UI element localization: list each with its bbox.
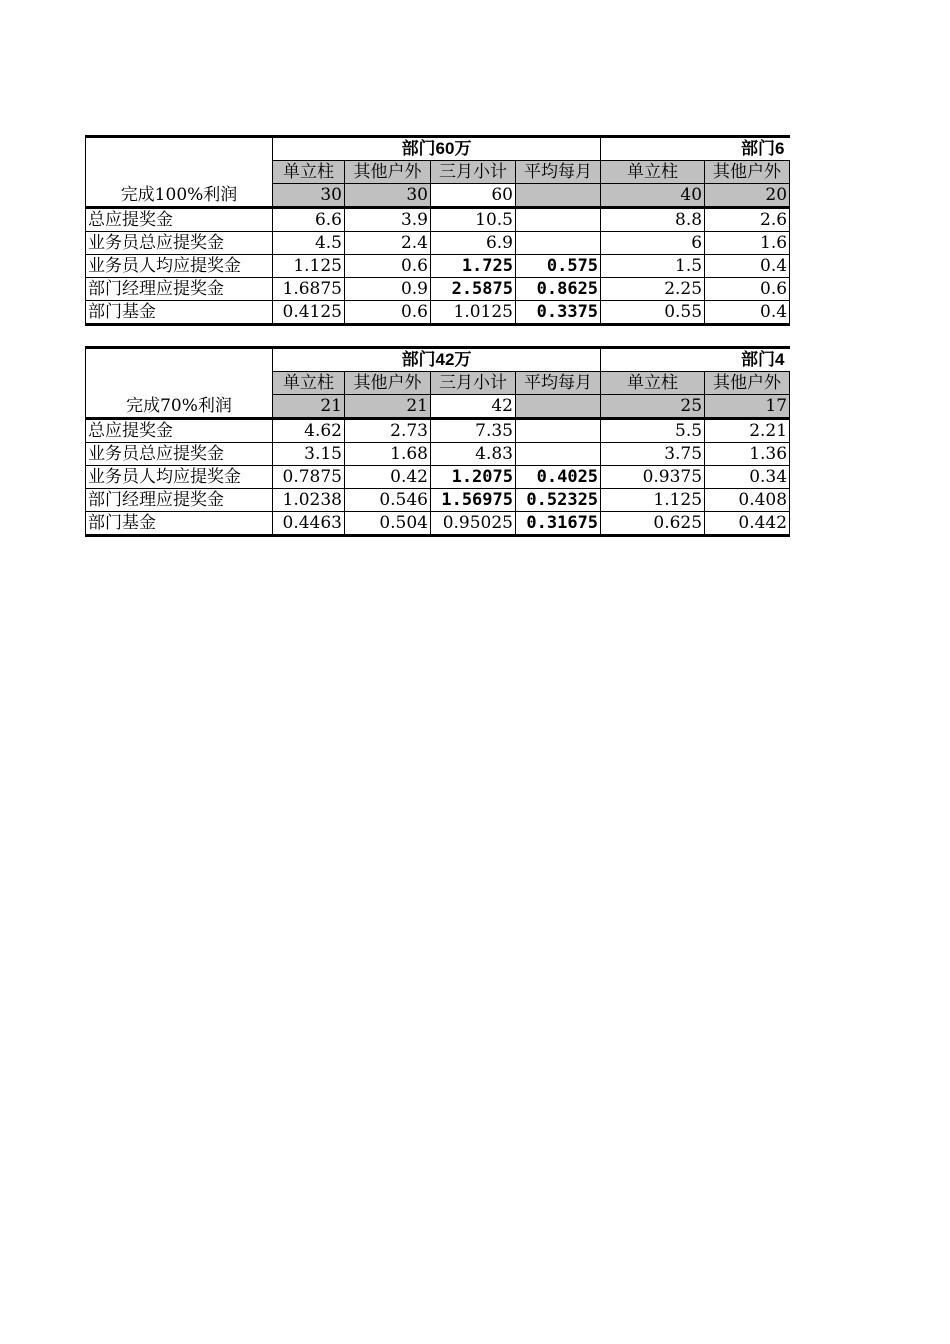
base-cell[interactable]: 20 xyxy=(705,184,790,208)
data-cell[interactable]: 2.4 xyxy=(345,232,431,255)
data-cell[interactable]: 0.504 xyxy=(345,512,431,536)
data-cell[interactable]: 0.9375 xyxy=(601,466,705,489)
data-cell[interactable]: 0.42 xyxy=(345,466,431,489)
base-cell[interactable]: 40 xyxy=(601,184,705,208)
row-header-cell[interactable] xyxy=(86,348,273,419)
data-cell[interactable] xyxy=(516,232,601,255)
column-header[interactable]: 其他户外 xyxy=(705,372,790,395)
data-cell[interactable]: 0.6 xyxy=(345,301,431,325)
data-cell[interactable]: 0.4125 xyxy=(273,301,345,325)
data-cell[interactable]: 2.73 xyxy=(345,419,431,443)
column-header[interactable]: 单立柱 xyxy=(601,161,705,184)
base-cell[interactable]: 30 xyxy=(345,184,431,208)
data-cell[interactable]: 0.95025 xyxy=(431,512,516,536)
data-cell[interactable]: 0.8625 xyxy=(516,278,601,301)
base-cell[interactable]: 25 xyxy=(601,395,705,419)
data-cell[interactable]: 6 xyxy=(601,232,705,255)
data-cell[interactable]: 0.7875 xyxy=(273,466,345,489)
data-cell[interactable]: 4.5 xyxy=(273,232,345,255)
base-cell[interactable] xyxy=(516,395,601,419)
data-cell[interactable]: 4.83 xyxy=(431,443,516,466)
data-cell[interactable]: 4.62 xyxy=(273,419,345,443)
data-cell[interactable] xyxy=(516,443,601,466)
column-header[interactable]: 其他户外 xyxy=(345,161,431,184)
data-cell[interactable]: 1.125 xyxy=(273,255,345,278)
column-header[interactable]: 单立柱 xyxy=(273,372,345,395)
base-cell[interactable]: 60 xyxy=(431,184,516,208)
row-label[interactable]: 部门经理应提奖金 xyxy=(86,278,273,301)
data-cell[interactable]: 1.36 xyxy=(705,443,790,466)
row-label[interactable]: 部门基金 xyxy=(86,512,273,536)
column-header[interactable]: 三月小计 xyxy=(431,372,516,395)
data-cell[interactable]: 0.625 xyxy=(601,512,705,536)
data-cell[interactable]: 0.31675 xyxy=(516,512,601,536)
data-cell[interactable]: 0.9 xyxy=(345,278,431,301)
data-cell[interactable]: 0.34 xyxy=(705,466,790,489)
group-header[interactable]: 部门6 xyxy=(601,137,790,161)
data-cell[interactable]: 1.725 xyxy=(431,255,516,278)
row-label[interactable]: 业务员总应提奖金 xyxy=(86,443,273,466)
row-label[interactable]: 业务员总应提奖金 xyxy=(86,232,273,255)
bonus-table-100 xyxy=(85,135,790,326)
column-header[interactable]: 其他户外 xyxy=(705,161,790,184)
data-cell[interactable]: 1.0238 xyxy=(273,489,345,512)
base-cell[interactable] xyxy=(516,184,601,208)
column-header[interactable]: 单立柱 xyxy=(601,372,705,395)
data-cell[interactable]: 0.408 xyxy=(705,489,790,512)
data-cell[interactable]: 3.75 xyxy=(601,443,705,466)
column-header[interactable]: 三月小计 xyxy=(431,161,516,184)
row-label[interactable]: 业务员人均应提奖金 xyxy=(86,255,273,278)
data-cell[interactable]: 1.6875 xyxy=(273,278,345,301)
row-label[interactable]: 部门基金 xyxy=(86,301,273,325)
data-cell[interactable]: 2.25 xyxy=(601,278,705,301)
data-cell[interactable] xyxy=(516,208,601,232)
data-cell[interactable]: 0.52325 xyxy=(516,489,601,512)
data-cell[interactable]: 0.6 xyxy=(345,255,431,278)
data-cell[interactable]: 2.21 xyxy=(705,419,790,443)
data-cell[interactable]: 1.68 xyxy=(345,443,431,466)
group-header[interactable]: 部门4 xyxy=(601,348,790,372)
base-cell[interactable]: 30 xyxy=(273,184,345,208)
base-cell[interactable]: 21 xyxy=(273,395,345,419)
row-label[interactable]: 业务员人均应提奖金 xyxy=(86,466,273,489)
group-header[interactable]: 部门60万 xyxy=(273,137,601,161)
data-cell[interactable]: 0.546 xyxy=(345,489,431,512)
data-cell[interactable]: 1.56975 xyxy=(431,489,516,512)
data-cell[interactable]: 6.6 xyxy=(273,208,345,232)
data-cell[interactable]: 0.4463 xyxy=(273,512,345,536)
data-cell[interactable]: 5.5 xyxy=(601,419,705,443)
data-cell[interactable]: 6.9 xyxy=(431,232,516,255)
row-label[interactable]: 部门经理应提奖金 xyxy=(86,489,273,512)
base-cell[interactable]: 17 xyxy=(705,395,790,419)
data-cell[interactable]: 1.5 xyxy=(601,255,705,278)
data-cell[interactable]: 0.4 xyxy=(705,301,790,325)
data-cell[interactable]: 2.5875 xyxy=(431,278,516,301)
row-header-cell[interactable] xyxy=(86,137,273,208)
data-cell[interactable]: 1.0125 xyxy=(431,301,516,325)
data-cell[interactable]: 0.4 xyxy=(705,255,790,278)
base-cell[interactable]: 42 xyxy=(431,395,516,419)
data-cell[interactable]: 8.8 xyxy=(601,208,705,232)
data-cell[interactable] xyxy=(516,419,601,443)
data-cell[interactable]: 0.55 xyxy=(601,301,705,325)
row-header-label: 完成100%利润 xyxy=(120,185,238,205)
row-header-label: 完成70%利润 xyxy=(126,396,232,416)
data-cell[interactable]: 0.442 xyxy=(705,512,790,536)
column-header[interactable]: 其他户外 xyxy=(345,372,431,395)
data-cell[interactable]: 0.6 xyxy=(705,278,790,301)
column-header[interactable]: 平均每月 xyxy=(516,161,601,184)
data-cell[interactable]: 10.5 xyxy=(431,208,516,232)
data-cell[interactable]: 0.3375 xyxy=(516,301,601,325)
data-cell[interactable]: 3.15 xyxy=(273,443,345,466)
data-cell[interactable]: 1.6 xyxy=(705,232,790,255)
row-label[interactable]: 总应提奖金 xyxy=(86,208,273,232)
data-cell[interactable]: 3.9 xyxy=(345,208,431,232)
data-cell[interactable]: 1.125 xyxy=(601,489,705,512)
data-cell[interactable]: 1.2075 xyxy=(431,466,516,489)
bonus-table-70 xyxy=(85,346,790,537)
data-cell[interactable]: 0.4025 xyxy=(516,466,601,489)
data-cell[interactable]: 2.6 xyxy=(705,208,790,232)
group-header[interactable]: 部门42万 xyxy=(273,348,601,372)
row-label[interactable]: 总应提奖金 xyxy=(86,419,273,443)
column-header[interactable]: 平均每月 xyxy=(516,372,601,395)
column-header[interactable]: 单立柱 xyxy=(273,161,345,184)
base-cell[interactable]: 21 xyxy=(345,395,431,419)
data-cell[interactable]: 0.575 xyxy=(516,255,601,278)
data-cell[interactable]: 7.35 xyxy=(431,419,516,443)
